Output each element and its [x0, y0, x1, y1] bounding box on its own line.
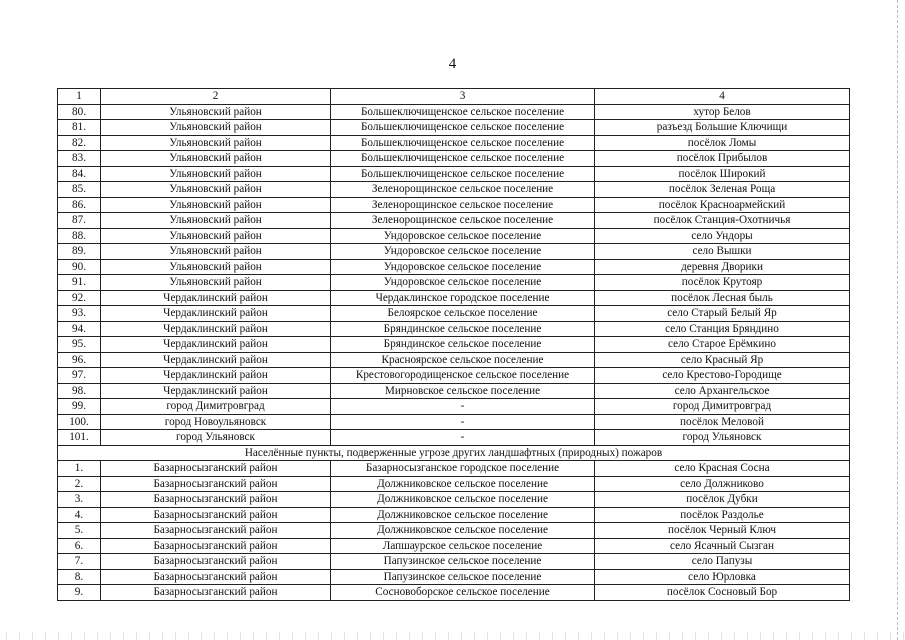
- table-row: [58, 306, 850, 322]
- district-cell: Чердаклинский район: [101, 321, 331, 337]
- locality-cell: село Старый Белый Яр: [595, 306, 850, 322]
- table-row: [58, 430, 850, 446]
- district-cell: Чердаклинский район: [101, 290, 331, 306]
- district-cell: Базарносызганский район: [101, 523, 331, 539]
- district-cell: Чердаклинский район: [101, 306, 331, 322]
- locality-cell: село Красный Яр: [595, 352, 850, 368]
- district-cell: Базарносызганский район: [101, 554, 331, 570]
- district-cell: Ульяновский район: [101, 197, 331, 213]
- table-row: [58, 569, 850, 585]
- table-row: [58, 492, 850, 508]
- district-cell: Ульяновский район: [101, 120, 331, 136]
- settlement-cell: Белоярское сельское поселение: [331, 306, 595, 322]
- row-number: 89.: [58, 244, 101, 260]
- table-body: [58, 89, 850, 601]
- locality-cell: посёлок Дубки: [595, 492, 850, 508]
- district-cell: Ульяновский район: [101, 166, 331, 182]
- locality-cell: село Станция Бряндино: [595, 321, 850, 337]
- row-number: 5.: [58, 523, 101, 539]
- table-row: [58, 476, 850, 492]
- district-cell: Ульяновский район: [101, 259, 331, 275]
- header-cell-2: 2: [101, 89, 331, 105]
- locality-cell: село Папузы: [595, 554, 850, 570]
- scan-edge-line: [897, 0, 899, 640]
- row-number: 2.: [58, 476, 101, 492]
- settlement-cell: Бряндинское сельское поселение: [331, 337, 595, 353]
- table-row: [58, 151, 850, 167]
- section-row: [58, 445, 850, 461]
- locality-cell: посёлок Раздолье: [595, 507, 850, 523]
- table-row: [58, 554, 850, 570]
- settlement-cell: Зеленорощинское сельское поселение: [331, 213, 595, 229]
- district-cell: Чердаклинский район: [101, 352, 331, 368]
- table-row: [58, 461, 850, 477]
- locality-cell: село Вышки: [595, 244, 850, 260]
- row-number: 7.: [58, 554, 101, 570]
- section-title: Населённые пункты, подверженные угрозе других ландшафтных (природных) пожаров: [58, 445, 850, 461]
- row-number: 8.: [58, 569, 101, 585]
- row-number: 101.: [58, 430, 101, 446]
- district-cell: Базарносызганский район: [101, 538, 331, 554]
- locality-cell: разъезд Большие Ключищи: [595, 120, 850, 136]
- district-cell: Чердаклинский район: [101, 337, 331, 353]
- district-cell: Ульяновский район: [101, 151, 331, 167]
- table-row: [58, 182, 850, 198]
- locality-cell: село Архангельское: [595, 383, 850, 399]
- district-cell: Базарносызганский район: [101, 569, 331, 585]
- locality-cell: посёлок Ломы: [595, 135, 850, 151]
- table-row: [58, 352, 850, 368]
- settlement-cell: Зеленорощинское сельское поселение: [331, 197, 595, 213]
- settlement-cell: -: [331, 430, 595, 446]
- district-cell: Ульяновский район: [101, 244, 331, 260]
- settlement-cell: -: [331, 414, 595, 430]
- scan-bottom-noise: [0, 632, 905, 640]
- locality-cell: село Красная Сосна: [595, 461, 850, 477]
- header-cell-1: 1: [58, 89, 101, 105]
- locality-cell: село Должниково: [595, 476, 850, 492]
- row-number: 1.: [58, 461, 101, 477]
- settlement-cell: Должниковское сельское поселение: [331, 507, 595, 523]
- settlement-cell: Красноярское сельское поселение: [331, 352, 595, 368]
- row-number: 88.: [58, 228, 101, 244]
- table-row: [58, 275, 850, 291]
- district-cell: Базарносызганский район: [101, 492, 331, 508]
- settlement-cell: Мирновское сельское поселение: [331, 383, 595, 399]
- table-row: [58, 104, 850, 120]
- district-cell: Ульяновский район: [101, 104, 331, 120]
- row-number: 87.: [58, 213, 101, 229]
- settlement-cell: Должниковское сельское поселение: [331, 523, 595, 539]
- table-row: [58, 135, 850, 151]
- row-number: 99.: [58, 399, 101, 415]
- row-number: 93.: [58, 306, 101, 322]
- district-cell: Ульяновский район: [101, 228, 331, 244]
- settlement-cell: Крестовогородищенское сельское поселение: [331, 368, 595, 384]
- district-cell: Чердаклинский район: [101, 368, 331, 384]
- row-number: 86.: [58, 197, 101, 213]
- district-cell: Ульяновский район: [101, 275, 331, 291]
- row-number: 92.: [58, 290, 101, 306]
- district-cell: Ульяновский район: [101, 135, 331, 151]
- locality-cell: село Ясачный Сызган: [595, 538, 850, 554]
- settlement-cell: Сосновоборское сельское поселение: [331, 585, 595, 601]
- settlement-cell: Базарносызганское городское поселение: [331, 461, 595, 477]
- locality-cell: село Старое Ерёмкино: [595, 337, 850, 353]
- settlement-cell: -: [331, 399, 595, 415]
- page-number: 4: [448, 56, 457, 72]
- table-row: [58, 507, 850, 523]
- row-number: 95.: [58, 337, 101, 353]
- table-row: [58, 213, 850, 229]
- settlement-cell: Папузинское сельское поселение: [331, 554, 595, 570]
- row-number: 83.: [58, 151, 101, 167]
- header-row: [58, 89, 850, 105]
- row-number: 84.: [58, 166, 101, 182]
- row-number: 94.: [58, 321, 101, 337]
- locality-cell: посёлок Зеленая Роща: [595, 182, 850, 198]
- district-cell: Ульяновский район: [101, 182, 331, 198]
- locality-cell: село Крестово-Городище: [595, 368, 850, 384]
- table-row: [58, 585, 850, 601]
- settlement-cell: Бряндинское сельское поселение: [331, 321, 595, 337]
- table-row: [58, 259, 850, 275]
- settlement-cell: Ундоровское сельское поселение: [331, 259, 595, 275]
- settlement-cell: Большеключищенское сельское поселение: [331, 104, 595, 120]
- district-cell: Базарносызганский район: [101, 507, 331, 523]
- table-row: [58, 368, 850, 384]
- settlement-cell: Зеленорощинское сельское поселение: [331, 182, 595, 198]
- settlement-cell: Чердаклинское городское поселение: [331, 290, 595, 306]
- district-cell: город Ульяновск: [101, 430, 331, 446]
- locality-cell: село Ундоры: [595, 228, 850, 244]
- table-row: [58, 290, 850, 306]
- locality-cell: посёлок Черный Ключ: [595, 523, 850, 539]
- locality-cell: посёлок Красноармейский: [595, 197, 850, 213]
- locality-cell: посёлок Крутояр: [595, 275, 850, 291]
- row-number: 90.: [58, 259, 101, 275]
- row-number: 97.: [58, 368, 101, 384]
- table-row: [58, 383, 850, 399]
- row-number: 4.: [58, 507, 101, 523]
- row-number: 9.: [58, 585, 101, 601]
- table-row: [58, 166, 850, 182]
- locality-cell: посёлок Меловой: [595, 414, 850, 430]
- locality-cell: посёлок Станция-Охотничья: [595, 213, 850, 229]
- row-number: 98.: [58, 383, 101, 399]
- district-cell: Базарносызганский район: [101, 585, 331, 601]
- locality-cell: город Ульяновск: [595, 430, 850, 446]
- locality-cell: хутор Белов: [595, 104, 850, 120]
- settlement-cell: Большеключищенское сельское поселение: [331, 120, 595, 136]
- row-number: 80.: [58, 104, 101, 120]
- settlement-cell: Лапшаурское сельское поселение: [331, 538, 595, 554]
- locality-cell: посёлок Лесная быль: [595, 290, 850, 306]
- row-number: 91.: [58, 275, 101, 291]
- locality-cell: село Юрловка: [595, 569, 850, 585]
- settlement-cell: Большеключищенское сельское поселение: [331, 151, 595, 167]
- row-number: 96.: [58, 352, 101, 368]
- row-number: 100.: [58, 414, 101, 430]
- table-row: [58, 197, 850, 213]
- settlement-cell: Папузинское сельское поселение: [331, 569, 595, 585]
- row-number: 81.: [58, 120, 101, 136]
- settlement-cell: Ундоровское сельское поселение: [331, 275, 595, 291]
- row-number: 82.: [58, 135, 101, 151]
- district-cell: Базарносызганский район: [101, 476, 331, 492]
- settlement-cell: Большеключищенское сельское поселение: [331, 135, 595, 151]
- row-number: 85.: [58, 182, 101, 198]
- locality-cell: посёлок Сосновый Бор: [595, 585, 850, 601]
- table-row: [58, 244, 850, 260]
- row-number: 3.: [58, 492, 101, 508]
- locality-cell: посёлок Прибылов: [595, 151, 850, 167]
- table-row: [58, 538, 850, 554]
- district-cell: Чердаклинский район: [101, 383, 331, 399]
- row-number: 6.: [58, 538, 101, 554]
- district-cell: город Новоульяновск: [101, 414, 331, 430]
- locality-cell: посёлок Широкий: [595, 166, 850, 182]
- table-row: [58, 321, 850, 337]
- settlement-cell: Должниковское сельское поселение: [331, 476, 595, 492]
- settlement-cell: Ундоровское сельское поселение: [331, 244, 595, 260]
- table-row: [58, 399, 850, 415]
- header-cell-4: 4: [595, 89, 850, 105]
- district-cell: Базарносызганский район: [101, 461, 331, 477]
- header-cell-3: 3: [331, 89, 595, 105]
- table-row: [58, 414, 850, 430]
- district-cell: Ульяновский район: [101, 213, 331, 229]
- settlement-cell: Ундоровское сельское поселение: [331, 228, 595, 244]
- district-cell: город Димитровград: [101, 399, 331, 415]
- table-row: [58, 523, 850, 539]
- settlements-table: [57, 88, 850, 601]
- table-row: [58, 337, 850, 353]
- locality-cell: город Димитровград: [595, 399, 850, 415]
- table-row: [58, 228, 850, 244]
- table-row: [58, 120, 850, 136]
- locality-cell: деревня Дворики: [595, 259, 850, 275]
- settlement-cell: Большеключищенское сельское поселение: [331, 166, 595, 182]
- settlement-cell: Должниковское сельское поселение: [331, 492, 595, 508]
